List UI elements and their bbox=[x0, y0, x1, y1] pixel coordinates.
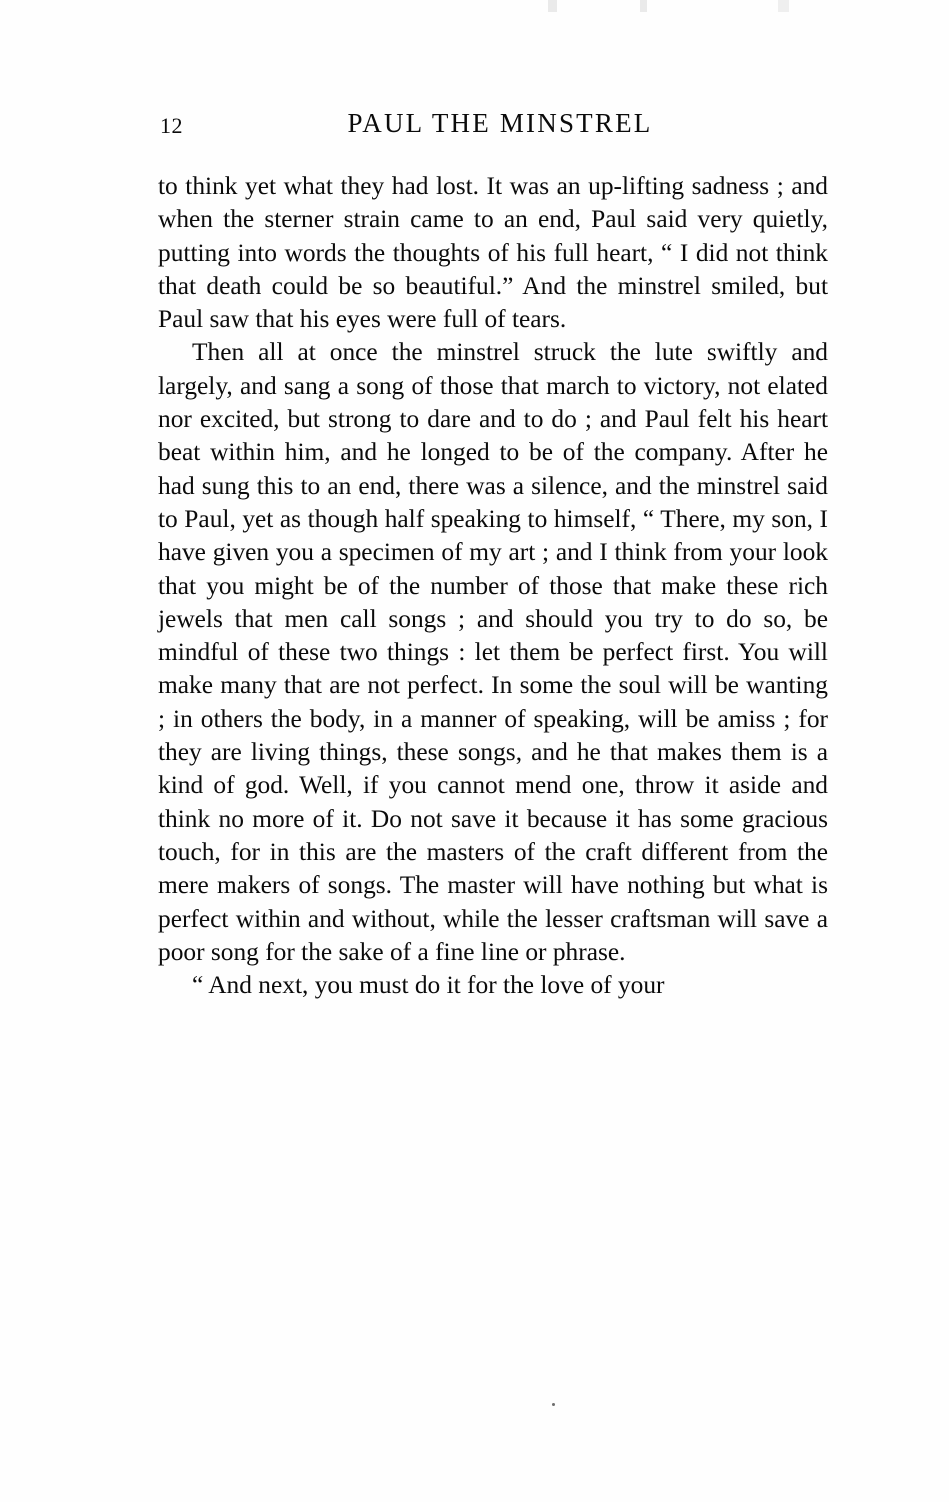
paragraph: Then all at once the minstrel struck the lute swiftly and largely, and sang a song of those that march to victory, not elated nor excited, but strong to dare and to do ; and Paul felt his heart beat within him, and he longed to be of the company. After he had sung this to an end, there was a silence, and the minstrel said to Paul, yet as though half speaking to himself, “ There, my son, I have given you a specimen of my art ; and I think from your look that you might be of the number of those that make these rich jewels that men call songs ; and should you try to do so, be mindful of these two things : let them be perfect first. You will make many that are not perfect. In some the soul will be wanting ; in others the body, in a manner of speaking, will be amiss ; for they are living things, these songs, and he that makes them is a kind of god. Well, if you cannot mend one, throw it aside and think no more of it. Do not save it because it has some gracious touch, for in this are the masters of the craft different from the mere makers of songs. The master will have nothing but what is perfect within and without, while the lesser craftsman will save a poor song for the sake of a fine line or phrase. bbox=[158, 338, 828, 966]
page-body bbox=[158, 170, 828, 1002]
scan-artifact-mark bbox=[778, 0, 789, 12]
page-footer-mark bbox=[552, 1403, 555, 1406]
scan-artifact-mark bbox=[548, 0, 557, 12]
page-number: 12 bbox=[160, 113, 183, 138]
scan-artifact-mark bbox=[640, 0, 647, 12]
page-header bbox=[160, 108, 826, 142]
paragraph: “ And next, you must do it for the love of your bbox=[192, 971, 665, 1000]
paragraph: to think yet what they had lost. It was an up-lifting sadness ; and when the sterner strain came to an end, Paul said very quietly, putting into words the thoughts of his full heart, “ I did not think that death could be so beautiful.” And the minstrel smiled, but Paul saw that his eyes were full of tears. bbox=[158, 172, 828, 334]
running-title: PAUL THE MINSTREL bbox=[347, 108, 653, 138]
